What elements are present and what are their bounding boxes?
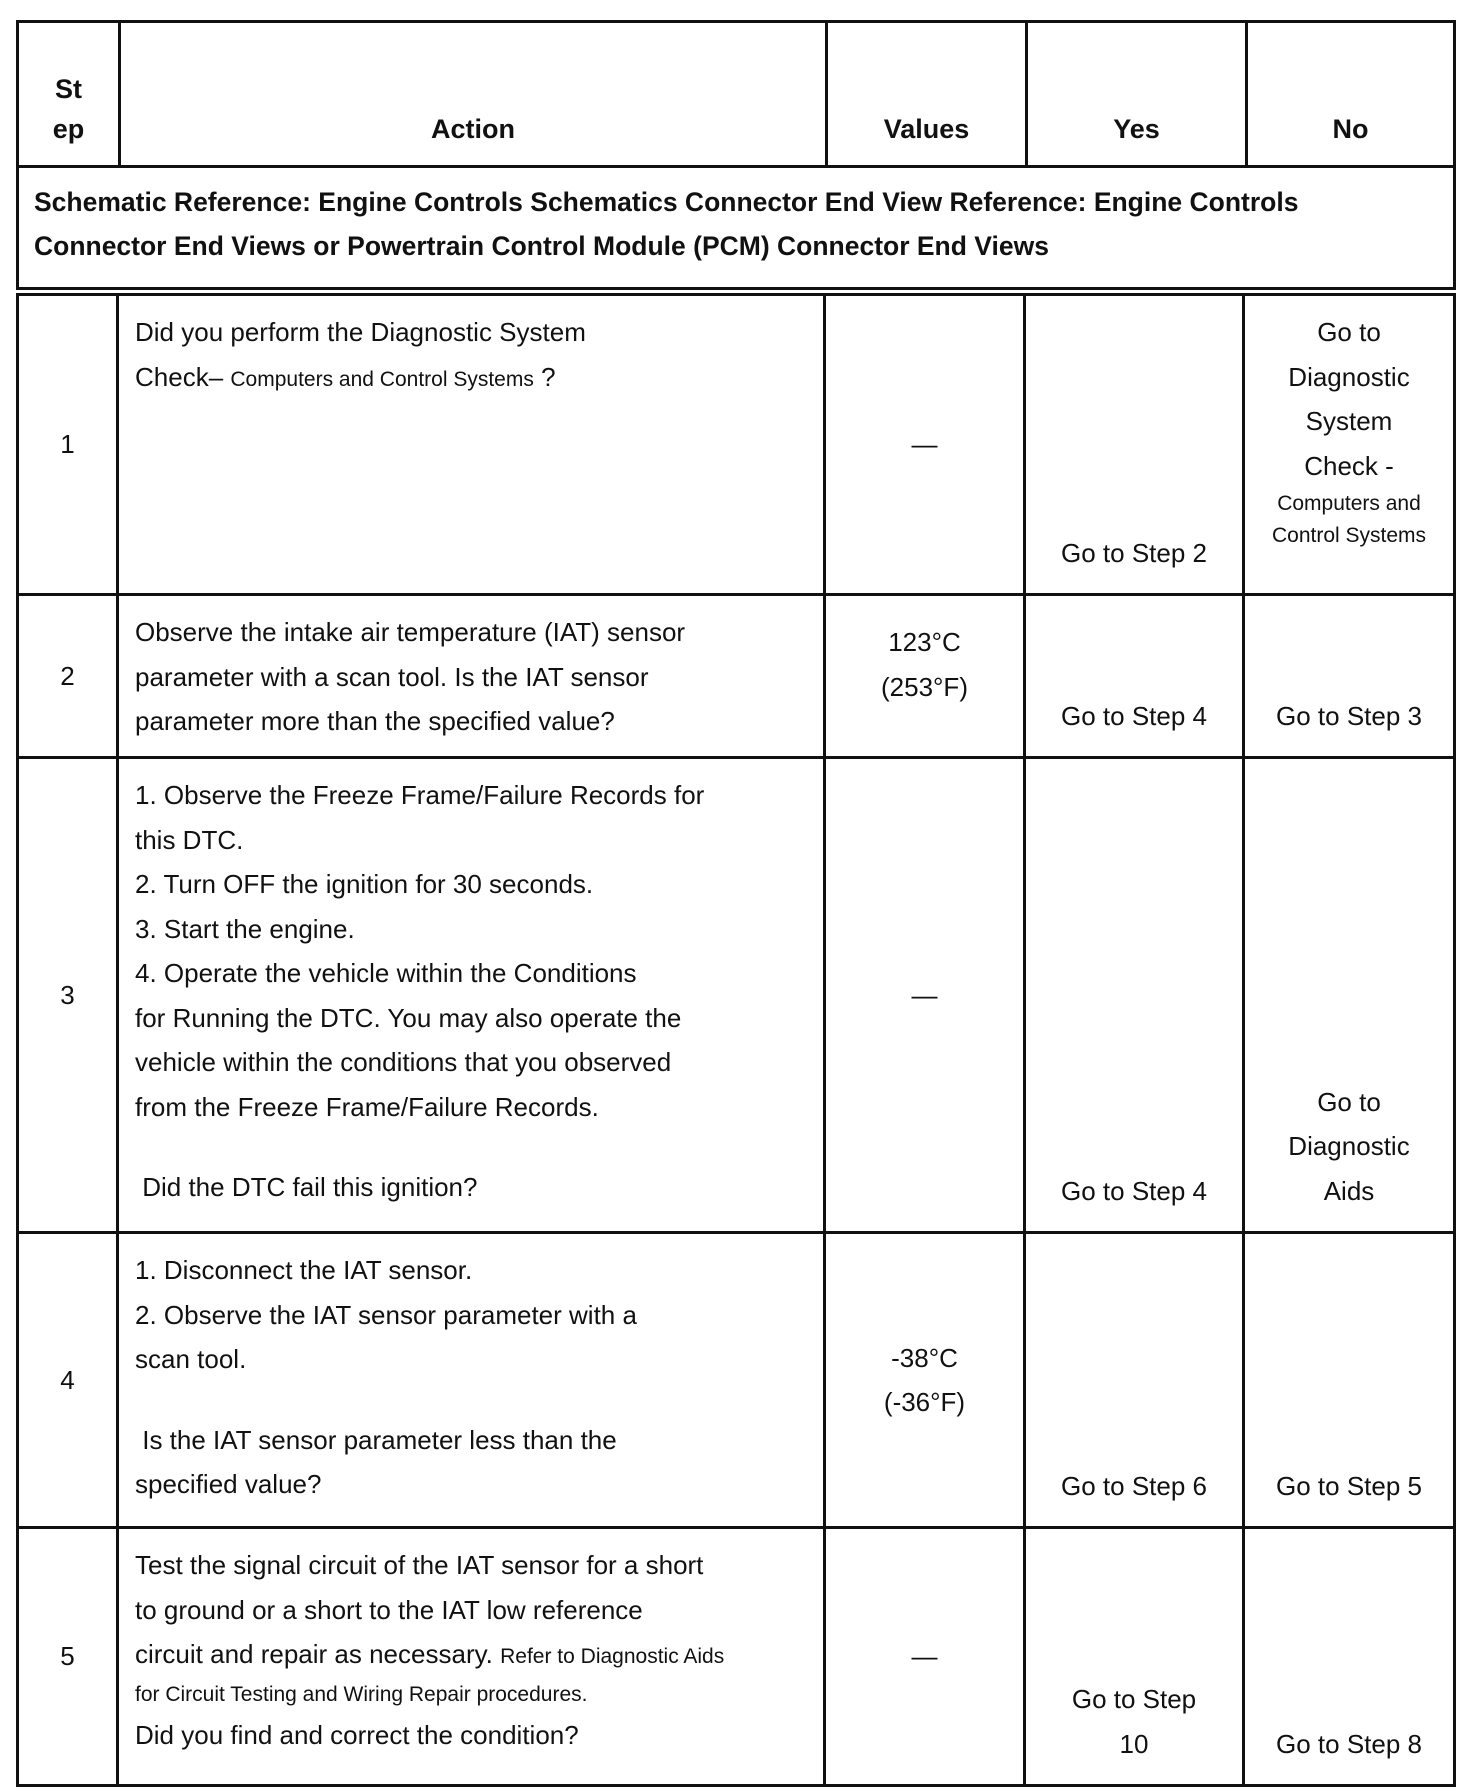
header-step xyxy=(19,23,121,165)
table-header xyxy=(16,20,1456,168)
action-text: ? xyxy=(533,361,556,392)
no-link-line: Diagnostic xyxy=(1288,361,1410,392)
action-reference: for Circuit Testing and Wiring Repair procedures. xyxy=(135,1682,588,1706)
action-line: to ground or a short to the IAT low reference xyxy=(135,1594,643,1625)
step-number: 3 xyxy=(19,759,119,1231)
step-number: 5 xyxy=(19,1529,119,1784)
action-line: 1. Disconnect the IAT sensor. xyxy=(135,1255,473,1285)
no-link[interactable] xyxy=(1245,759,1453,1231)
no-link-line: Computers and xyxy=(1277,492,1421,515)
action-text: circuit and repair as necessary. xyxy=(135,1639,501,1669)
action-reference: Refer to Diagnostic Aids xyxy=(500,1645,725,1668)
action-line: parameter with a scan tool. Is the IAT sensor xyxy=(135,661,649,692)
action-question: Did you find and correct the condition? xyxy=(135,1719,579,1750)
action-question: Did the DTC fail this ignition? xyxy=(135,1172,478,1202)
no-link-line: Aids xyxy=(1323,1175,1375,1206)
step-value: — xyxy=(826,1529,1026,1784)
no-link-line: Go to xyxy=(1317,317,1381,347)
no-link[interactable] xyxy=(1245,1234,1453,1526)
action-line xyxy=(135,355,809,400)
no-link-label: Go to Step 5 xyxy=(1276,1470,1422,1501)
header-no: No xyxy=(1332,114,1369,144)
action-line: scan tool. xyxy=(135,1344,247,1374)
action-line: from the Freeze Frame/Failure Records. xyxy=(135,1091,599,1122)
step-action xyxy=(119,1529,826,1784)
yes-link-label: Go to Step 4 xyxy=(1061,700,1207,731)
action-line xyxy=(135,1632,809,1677)
action-line: for Running the DTC. You may also operate the xyxy=(135,1002,682,1033)
step-action xyxy=(119,296,826,593)
yes-link[interactable] xyxy=(1026,1234,1245,1526)
no-link[interactable] xyxy=(1245,596,1453,756)
step-action xyxy=(119,759,826,1231)
yes-link-label: Go to Step 2 xyxy=(1061,537,1207,568)
no-link-label: Go to Step 3 xyxy=(1276,700,1422,731)
action-line: Test the signal circuit of the IAT sensor for a short xyxy=(135,1550,704,1580)
no-link-line: Check - xyxy=(1304,450,1394,481)
action-line: 2. Observe the IAT sensor parameter with a xyxy=(135,1299,637,1330)
step-value xyxy=(826,596,1026,756)
no-link-line: Control Systems xyxy=(1271,524,1427,547)
reference-line1: Schematic Reference: Engine Controls Schematics Connector End View Reference: Engine Controls xyxy=(34,187,1299,217)
yes-link-line: Go to Step xyxy=(1071,1684,1197,1714)
no-link-line: Go to xyxy=(1317,1086,1381,1117)
table-row xyxy=(19,1529,1453,1784)
header-action: Action xyxy=(121,23,828,165)
action-line: Observe the intake air temperature (IAT) sensor xyxy=(135,617,686,647)
yes-link[interactable] xyxy=(1026,759,1245,1231)
action-line: Did you perform the Diagnostic System xyxy=(135,317,586,347)
action-line: vehicle within the conditions that you observed xyxy=(135,1047,672,1077)
action-line: this DTC. xyxy=(135,824,244,855)
header-values: Values xyxy=(828,23,1028,165)
diagnostic-table xyxy=(16,20,1456,1787)
table-row xyxy=(19,596,1453,759)
table-row xyxy=(19,296,1453,596)
action-question: specified value? xyxy=(135,1469,322,1499)
step-number: 4 xyxy=(19,1234,119,1526)
yes-link[interactable] xyxy=(1026,1529,1245,1784)
action-line: 3. Start the engine. xyxy=(135,913,355,944)
step-action xyxy=(119,1234,826,1526)
table-row xyxy=(19,1234,1453,1529)
no-link[interactable] xyxy=(1245,1529,1453,1784)
header-step-line1: St xyxy=(54,74,82,104)
action-text: Check– xyxy=(135,361,231,392)
action-line: parameter more than the specified value? xyxy=(135,706,615,736)
step-value: — xyxy=(826,296,1026,593)
action-reference: Computers and Control Systems xyxy=(230,367,534,391)
yes-link[interactable] xyxy=(1026,296,1245,593)
no-link-line: Diagnostic xyxy=(1288,1131,1410,1161)
yes-link-line: 10 xyxy=(1119,1728,1149,1759)
step-action xyxy=(119,596,826,756)
yes-link-label: Go to Step 6 xyxy=(1061,1470,1207,1501)
no-link-line: System xyxy=(1305,406,1393,436)
step-value xyxy=(826,1234,1026,1526)
schematic-reference xyxy=(16,168,1456,290)
action-line: 4. Operate the vehicle within the Conditions xyxy=(135,958,637,988)
action-line: 2. Turn OFF the ignition for 30 seconds. xyxy=(135,869,594,899)
step-number: 1 xyxy=(19,296,119,593)
value-metric: -38°C xyxy=(891,1342,958,1373)
action-line: 1. Observe the Freeze Frame/Failure Records for xyxy=(135,780,705,810)
reference-line2: Connector End Views or Powertrain Control Module (PCM) Connector End Views xyxy=(34,231,1049,261)
value-imperial: (-36°F) xyxy=(883,1387,966,1417)
step-value: — xyxy=(826,759,1026,1231)
yes-link-label: Go to Step 4 xyxy=(1061,1175,1207,1206)
header-yes: Yes xyxy=(1028,23,1248,165)
no-link[interactable] xyxy=(1245,296,1453,593)
value-imperial: (253°F) xyxy=(881,671,968,702)
value-metric: 123°C xyxy=(888,627,961,657)
steps-grid xyxy=(16,293,1456,1787)
table-row xyxy=(19,759,1453,1234)
header-step-line2: ep xyxy=(52,114,85,144)
action-question: Is the IAT sensor parameter less than the xyxy=(135,1424,617,1455)
yes-link[interactable] xyxy=(1026,596,1245,756)
step-number: 2 xyxy=(19,596,119,756)
no-link-label: Go to Step 8 xyxy=(1276,1728,1422,1759)
